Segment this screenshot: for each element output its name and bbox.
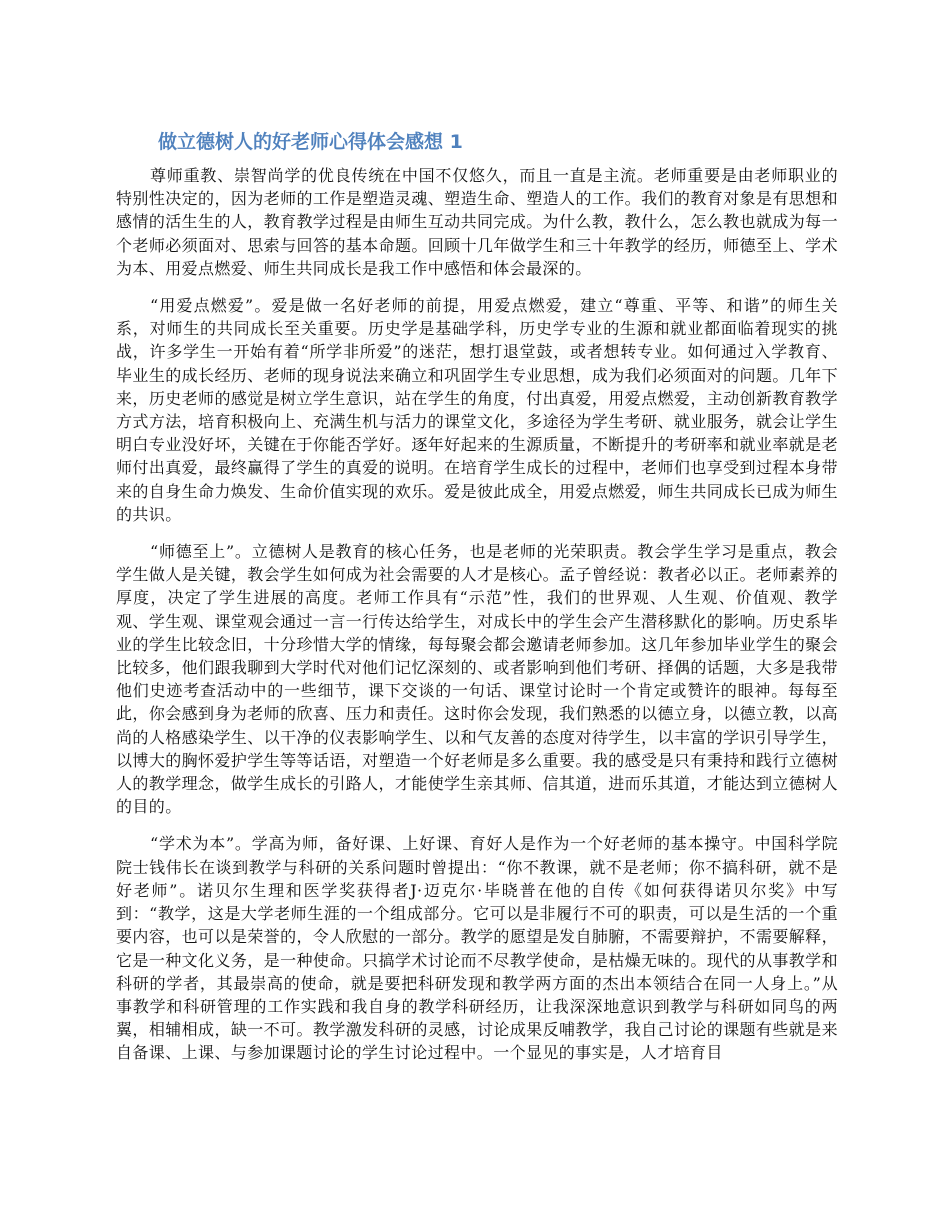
paragraph-2: “用爱点燃爱”。爱是做一名好老师的前提，用爱点燃爱，建立“尊重、平等、和谐”的师生关系，对师生的共同成长至关重要。历史学是基础学科，历史学专业的生源和就业都面临着现实的挑战，许多学生一开始有着“所学非所爱”的迷茫，想打退堂鼓，或者想转专业。如何通过入学教育、毕业生的成长经历、老师的现身说法来确立和巩固学生专业思想，成为我们必须面对的问题。几年下来，历史老师的感觉是树立学生意识，站在学生的角度，付出真爱，用爱点燃爱，主动创新教育教学方式方法，培育积极向上、充满生机与活力的课堂文化，多途径为学生考研、就业服务，就会让学生明白专业没好坏，关键在于你能否学好。逐年好起来的生源质量，不断提升的考研率和就业率就是老师付出真爱，最终赢得了学生的真爱的说明。在培育学生成长的过程中，老师们也享受到过程本身带来的自身生命力焕发、生命价值实现的欢乐。爱是彼此成全，用爱点燃爱，师生共同成长已成为师生的共识。	[116, 296, 838, 524]
paragraph-3: “师德至上”。立德树人是教育的核心任务，也是老师的光荣职责。教会学生学习是重点，教会学生做人是关键，教会学生如何成为社会需要的人才是核心。孟子曾经说：教者必以正。老师素养的厚度，决定了学生进展的高度。老师工作具有“示范”性，我们的世界观、人生观、价值观、教学观、学生观、课堂观会通过一言一行传达给学生，对成长中的学生会产生潜移默化的影响。历史系毕业的学生比较念旧，十分珍惜大学的情缘，每每聚会都会邀请老师参加。这几年参加毕业学生的聚会比较多，他们跟我聊到大学时代对他们记忆深刻的、或者影响到他们考研、择偶的话题，大多是我带他们史迹考查活动中的一些细节，课下交谈的一句话、课堂讨论时一个肯定或赞许的眼神。每每至此，你会感到身为老师的欣喜、压力和责任。这时你会发现，我们熟悉的以德立身，以德立教，以高尚的人格感染学生、以干净的仪表影响学生、以和气友善的态度对待学生，以丰富的学识引导学生，以博大的胸怀爱护学生等等话语，对塑造一个好老师是多么重要。我的感受是只有秉持和践行立德树人的教学理念，做学生成长的引路人，才能使学生亲其师、信其道，进而乐其道，才能达到立德树人的目的。	[116, 542, 838, 817]
document-title: 做立德树人的好老师心得体会感想 1	[158, 131, 463, 153]
paragraph-4: “学术为本”。学高为师，备好课、上好课、育好人是作为一个好老师的基本操守。中国科学院院士钱伟长在谈到教学与科研的关系问题时曾提出：“你不教课，就不是老师；你不搞科研，就不是好老师”。诺贝尔生理和医学奖获得者J·迈克尔·毕晓普在他的自传《如何获得诺贝尔奖》中写到：“教学，这是大学老师生涯的一个组成部分。它可以是非履行不可的职责，可以是生活的一个重要内容，也可以是荣誉的，令人欣慰的一部分。教学的愿望是发自肺腑，不需要辩护，不需要解释，它是一种文化义务，是一种使命。只搞学术讨论而不尽教学使命，是枯燥无味的。现代的从事教学和科研的学者，其最崇高的使命，就是要把科研发现和教学两方面的杰出本领结合在同一人身上。”从事教学和科研管理的工作实践和我自身的教学科研经历，让我深深地意识到教学与科研如同鸟的两翼，相辅相成，缺一不可。教学激发科研的灵感，讨论成果反哺教学，我自己讨论的课题有些就是来自备课、上课、与参加课题讨论的学生讨论过程中。一个显见的事实是，人才培育目	[116, 834, 838, 1063]
paragraph-1: 尊师重教、崇智尚学的优良传统在中国不仅悠久，而且一直是主流。老师重要是由老师职业的特别性决定的，因为老师的工作是塑造灵魂、塑造生命、塑造人的工作。我们的教育对象是有思想和感情的活生生的人，教育教学过程是由师生互动共同完成。为什么教，教什么，怎么教也就成为每一个老师必须面对、思索与回答的基本命题。回顾十几年做学生和三十年教学的经历，师德至上、学术为本、用爱点燃爱、师生共同成长是我工作中感悟和体会最深的。	[116, 166, 838, 278]
document-body	[116, 164, 838, 1079]
